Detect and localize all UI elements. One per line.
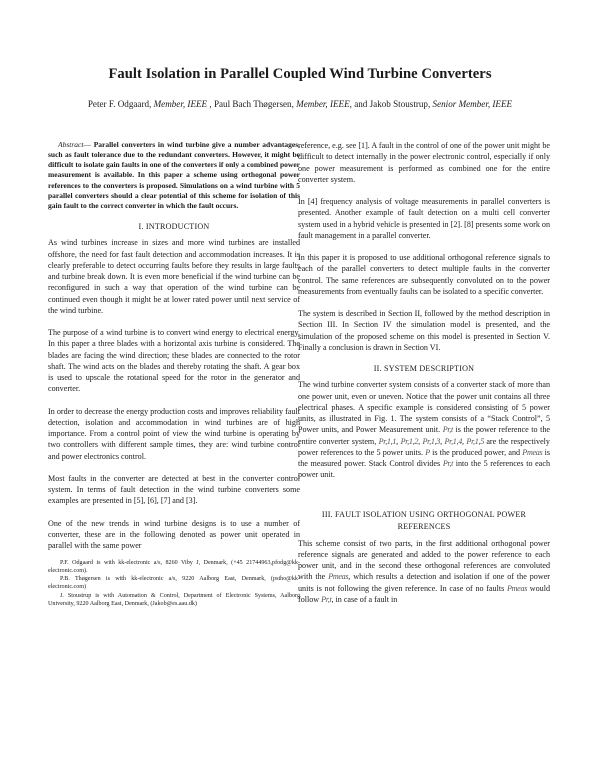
method-text-3: would follow <box>298 583 550 604</box>
symbol-pr-1-2: Pr,1,2 <box>400 436 419 446</box>
method-text-1: This scheme consist of two parts, in the first additional orthogonal power reference signals are generated and added to the power reference to each power unit, and in the second these orthogonal references are convoluted with the <box>298 538 550 582</box>
left-column <box>48 140 300 608</box>
system-description-paragraph <box>298 379 550 480</box>
sysdesc-text-3: , <box>396 436 399 446</box>
sysdesc-text-1: The wind turbine converter system consists of a converter stack of more than one power unit, even or uneven. Notice that the power unit contains all three electrical phases. A specific example is considered consisting of 5 power units, as illustrated in Fig. 1. The system consists of a “Stack Control”, 5 Power units, and Power Measurement unit. <box>298 380 550 435</box>
sysdesc-text-6: , <box>462 436 465 446</box>
author-2: , Paul Bach Thøgersen, <box>209 99 294 109</box>
symbol-p: P <box>425 447 430 457</box>
method-text-2: , which results a detection and isolation if one of the power units is not following the given reference. In case of no faults <box>298 572 550 593</box>
symbol-p-meas: Pmeas <box>522 447 543 457</box>
abstract <box>48 140 300 211</box>
method-paragraph <box>298 538 550 606</box>
sysdesc-text-4: , <box>418 436 421 446</box>
symbol-pr-1-1: Pr,1,1 <box>378 436 397 446</box>
author-1: Peter F. Odgaard, <box>87 99 152 109</box>
right-column <box>298 140 550 605</box>
sysdesc-text-10: into the 5 references to each power unit. <box>298 459 550 480</box>
intro-paragraph-6: reference, e.g. see [1]. A fault in the control of one of the power unit might be difficult to detect internally in the power electronic control, especially if only one power measurement is performed as combined one for the entire converter system. <box>298 141 550 184</box>
method-text-4: , in case of a fault in <box>331 594 398 604</box>
intro-paragraph-9: The system is described in Section II, followed by the method description in Section III. In Section IV the simulation model is presented, and the simulation of the proposed scheme on this model is presented in Section V. Finally a conclusion is drawn in Section VI. <box>298 309 550 352</box>
footnote-3: J. Stoustrup is with Automation & Control, Department of Electronic Systems, Aalborg University, 9220 Aalborg East, Denmark, (Jakob@es.aau.dk) <box>48 592 300 607</box>
footnotes <box>48 559 300 607</box>
sysdesc-text-7: are the respectively power references to the 5 power units. <box>298 436 550 457</box>
abstract-text: Parallel converters in wind turbine give a number advantages, such as fault tolerance due to the redundant converters. However, it might be difficult to isolate gain faults in one of the converters if only a combined power measurement is available. In this paper a scheme using orthogonal power references to the converters is proposed. Simulations on a wind turbine with 5 parallel converters should a clear potential of this scheme for isolation of this gain fault to the correct converter in which the fault occurs. <box>48 140 301 210</box>
author-1-role: Member, IEEE <box>153 99 208 109</box>
author-2-role: Member, IEEE <box>296 99 350 109</box>
author-3-role: Senior Member, IEEE <box>432 99 513 109</box>
section-heading-fault-isolation: III. FAULT ISOLATION USING ORTHOGONAL POWER REFERENCES <box>321 509 527 531</box>
sysdesc-text-8: is the produced power, and <box>432 447 521 457</box>
symbol-pr-1-4: Pr,1,4 <box>444 436 463 446</box>
author-line <box>70 97 530 111</box>
intro-paragraph-7: In [4] frequency analysis of voltage measurements in parallel converters is presented. Another example of fault detection on a multi cell converter system used in a hybrid vehicle is presented in [2]. [8] presents some work on fault management in a parallel converter. <box>298 197 550 240</box>
intro-paragraph-2: The purpose of a wind turbine is to convert wind energy to electrical energy. In this paper a three blades with a horizontal axis turbine is considered. The blades are facing the wind direction; these blades are connected to the rotor shaft. The wind acts on the blades and thereby rotating the shaft. A gear box is used to upscale the rotational speed for the rotor in the generator and converter. <box>48 328 300 394</box>
intro-paragraph-3: In order to decrease the energy production costs and improves reliability fault detection, isolation and accommodation in wind turbines are of high importance. From a control point of view the wind turbine is operating by two controllers with different sample times, they are: wind turbine control and power electronics control. <box>48 406 300 461</box>
section-heading-introduction: I. INTRODUCTION <box>138 222 210 232</box>
symbol-pr-1-3: Pr,1,3 <box>422 436 441 446</box>
sysdesc-text-9: is the measured power. Stack Control divides <box>298 447 551 468</box>
footnote-1: P.F. Odgaard is with kk-electronic a/s, 8260 Viby J, Denmark, (+45 21744963,pfodg@kk-electronic.com). <box>48 560 300 575</box>
sysdesc-text-5: , <box>440 436 443 446</box>
author-3: , and Jakob Stoustrup, <box>349 99 431 109</box>
abstract-label: Abstract <box>58 140 84 149</box>
sysdesc-text-2: is the power reference to the entire converter system, <box>298 425 550 446</box>
section-heading-system-description: II. SYSTEM DESCRIPTION <box>373 364 475 373</box>
symbol-pr-t: Pr,t <box>442 425 453 435</box>
symbol-pr-t-3: Pr,t <box>321 594 332 604</box>
symbol-p-meas-3: Pmeas <box>506 583 528 593</box>
paper-title: Fault Isolation in Parallel Coupled Wind Turbine Converters <box>108 66 492 82</box>
intro-paragraph-1: As wind turbines increase in sizes and more wind turbines are installed offshore, the need for fast fault detection and accommodation increases. It is clearly preferable to detect occurring faults before they results in large faults and turbine break down. It is even more beneficial if the wind turbine can be reconfigured in such a way that operation of the wind turbine can be continued even though it might be at lower rated power until next service of the wind turbine. <box>48 238 300 315</box>
symbol-pr-1-5: Pr,1,5 <box>466 436 484 446</box>
footnote-2: P.B. Thøgersen is with kk-electronic a/s, 9220 Aalborg East, Denmark, (pstho@kk-electronic.com) <box>48 576 300 591</box>
intro-paragraph-4: Most faults in the converter are detected at best in the converter control system. In terms of fault detection in the wind turbine converters some examples are presented in [5], [6], [7] and [3]. <box>48 473 300 506</box>
symbol-p-meas-2: Pmeas <box>328 572 349 582</box>
symbol-pr-t-2: Pr,t <box>442 459 454 468</box>
abstract-dash: — <box>83 140 91 149</box>
intro-paragraph-5: One of the new trends in wind turbine designs is to use a number of converter, these are in the following denoted as power unit operated in parallel with the same power <box>48 518 300 551</box>
intro-paragraph-8: In this paper it is proposed to use additional orthogonal reference signals to each of the parallel converters to detect multiple faults in the converter control. The same references are subsequently convoluted on to the power measurements from eventually faults can be isolated to a specific converter. <box>298 253 550 296</box>
